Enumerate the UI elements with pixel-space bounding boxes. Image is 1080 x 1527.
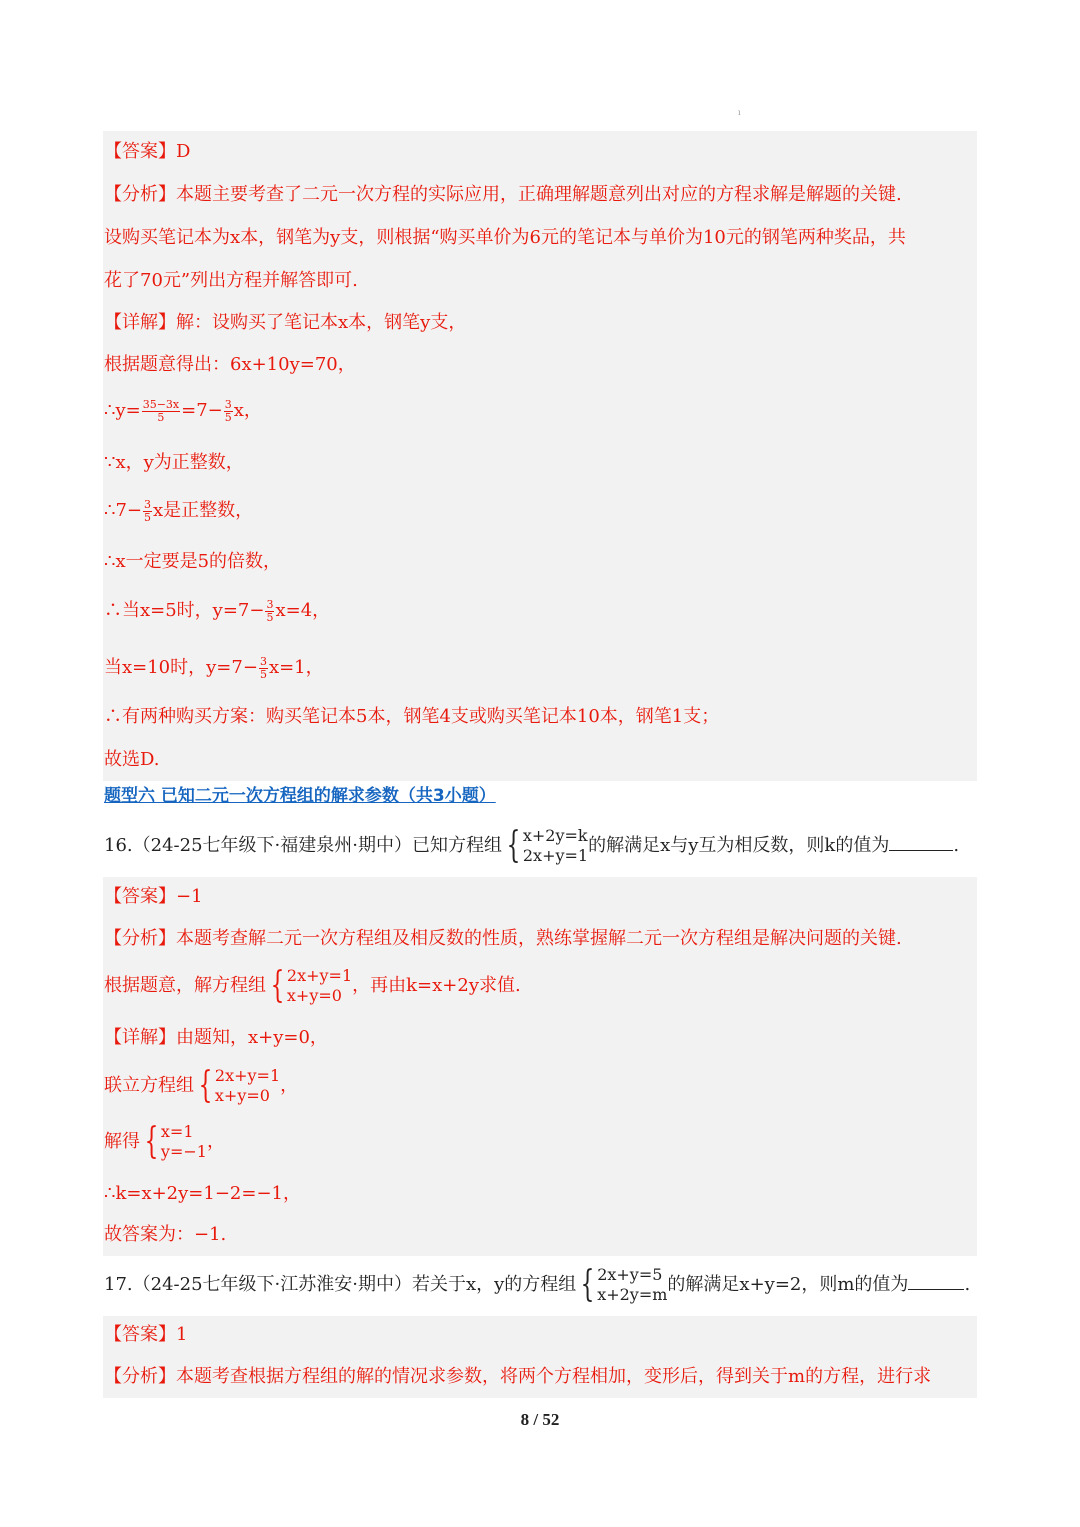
q16-detail2-prefix: 联立方程组 — [104, 1075, 194, 1096]
q16-stem-suffix: 的解满足x与y互为相反数，则k的值为 — [588, 835, 890, 856]
q16-stem-prefix: 16.（24-25七年级下·福建泉州·期中）已知方程组 — [104, 835, 502, 856]
q15-detail-line9: ∴有两种购买方案：购买笔记本5本，钢笔4支或购买笔记本10本，钢笔1支； — [104, 706, 720, 727]
equation-system — [140, 1122, 207, 1162]
q17-analysis-line1: 【分析】本题考查根据方程组的解的情况求参数，将两个方程相加，变形后，得到关于m的方程，进行求 — [104, 1366, 932, 1387]
equation: x+y=0 — [286, 986, 342, 1005]
fraction — [259, 656, 268, 681]
q16-analysis-line2 — [104, 966, 521, 1006]
q15-analysis-line3: 花了70元”列出方程并解答即可. — [104, 270, 358, 291]
fraction-denominator: 5 — [266, 610, 274, 624]
brace-icon: { — [270, 965, 285, 1006]
q15-detail-line2: 根据题意得出：6x+10y=70， — [104, 354, 356, 375]
q16-detail-line5: 故答案为：−1. — [104, 1224, 227, 1245]
fraction-denominator: 5 — [224, 410, 232, 424]
equation: y=−1 — [160, 1142, 207, 1161]
fraction-denominator: 5 — [157, 410, 165, 424]
q16-answer: 【答案】−1 — [104, 886, 203, 907]
answer-blank — [889, 832, 953, 851]
brace-icon: { — [580, 1264, 595, 1305]
fraction-numerator: 3 — [259, 654, 267, 668]
q16-stem-end: . — [953, 835, 960, 856]
section-heading: 题型六 已知二元一次方程组的解求参数（共3小题） — [104, 786, 496, 806]
q16-detail-line3 — [104, 1122, 225, 1162]
q16-detail-line4: ∴k=x+2y=1−2=−1， — [104, 1183, 301, 1204]
page-number: 8 / 52 — [520, 1410, 560, 1429]
q15-detail-line6: ∴x一定要是5的倍数， — [104, 551, 282, 572]
q15-detail-line7 — [104, 598, 330, 624]
fraction — [265, 599, 274, 624]
q16-analysis-line1: 【分析】本题考查解二元一次方程组及相反数的性质，熟练掌握解二元一次方程组是解决问题的关键. — [104, 928, 902, 949]
q17-stem-suffix: 的解满足x+y=2，则m的值为 — [667, 1274, 909, 1295]
equation-system — [194, 1066, 280, 1106]
q15-detail8-suffix: x=1， — [268, 657, 324, 678]
q16-analysis2-prefix: 根据题意，解方程组 — [104, 975, 266, 996]
equation: x+2y=k — [522, 826, 588, 845]
brace-icon: { — [506, 825, 521, 866]
q17-stem — [104, 1265, 970, 1305]
equation-system — [576, 1265, 667, 1305]
q16-analysis2-suffix: ，再由k=x+2y求值. — [352, 975, 521, 996]
q15-detail-line5 — [104, 498, 253, 524]
q15-detail-line4: ∵x，y为正整数， — [104, 452, 244, 473]
q15-detail5-prefix: ∴7− — [104, 500, 142, 521]
fraction-denominator: 5 — [144, 510, 151, 524]
equation: x+2y=m — [597, 1285, 668, 1304]
q16-detail3-prefix: 解得 — [104, 1131, 140, 1152]
brace-icon: { — [144, 1121, 159, 1162]
fraction-numerator: 35−3x — [142, 397, 180, 411]
q15-detail-line10: 故选D. — [104, 749, 160, 770]
q15-detail5-suffix: x是正整数， — [153, 500, 254, 521]
fraction-numerator: 3 — [144, 497, 151, 511]
q15-analysis-line1: 【分析】本题主要考查了二元一次方程的实际应用，正确理解题意列出对应的方程求解是解题的关键. — [104, 184, 902, 205]
equation: 2x+y=5 — [597, 1265, 663, 1284]
q16-detail2-suffix: ， — [280, 1075, 299, 1096]
fraction — [143, 499, 152, 524]
q17-answer: 【答案】1 — [104, 1324, 188, 1345]
q16-detail3-suffix: ， — [206, 1131, 225, 1152]
q15-detail3-middle: =7− — [181, 400, 223, 421]
q17-stem-prefix: 17.（24-25七年级下·江苏淮安·期中）若关于x，y的方程组 — [104, 1274, 577, 1295]
brace-icon: { — [198, 1065, 213, 1106]
equation: 2x+y=1 — [286, 966, 353, 985]
q15-detail-line8 — [104, 655, 324, 681]
equation: 2x+y=1 — [522, 846, 589, 865]
q16-stem — [104, 826, 959, 866]
q17-stem-end: . — [964, 1274, 971, 1295]
fraction — [224, 399, 233, 424]
q15-detail7-prefix: ∴当x=5时，y=7− — [104, 600, 265, 621]
equation: x=1 — [160, 1122, 194, 1141]
equation: x+y=0 — [214, 1086, 270, 1105]
equation-system — [502, 826, 588, 866]
q15-detail-line1: 【详解】解：设购买了笔记本x本，钢笔y支， — [104, 312, 467, 333]
q15-analysis-line2: 设购买笔记本为x本，钢笔为y支，则根据“购买单价为6元的笔记本与单价为10元的钢笔两种奖品，共 — [104, 227, 906, 248]
q15-detail-line3 — [104, 398, 262, 424]
q16-detail-line1: 【详解】由题知，x+y=0， — [104, 1027, 328, 1048]
q16-detail-line2 — [104, 1066, 298, 1106]
fraction-numerator: 3 — [266, 597, 274, 611]
q15-detail3-suffix: x， — [233, 400, 262, 421]
q15-detail7-suffix: x=4， — [275, 600, 331, 621]
q15-detail3-prefix: ∴y= — [104, 400, 141, 421]
fraction-numerator: 3 — [224, 397, 232, 411]
fraction — [142, 399, 180, 424]
answer-blank — [908, 1271, 964, 1290]
q15-answer: 【答案】D — [104, 141, 191, 162]
fraction-denominator: 5 — [259, 667, 267, 681]
header-mark: ı — [738, 108, 741, 117]
equation: 2x+y=1 — [214, 1066, 281, 1085]
equation-system — [266, 966, 352, 1006]
q15-detail8-prefix: 当x=10时，y=7− — [104, 657, 258, 678]
